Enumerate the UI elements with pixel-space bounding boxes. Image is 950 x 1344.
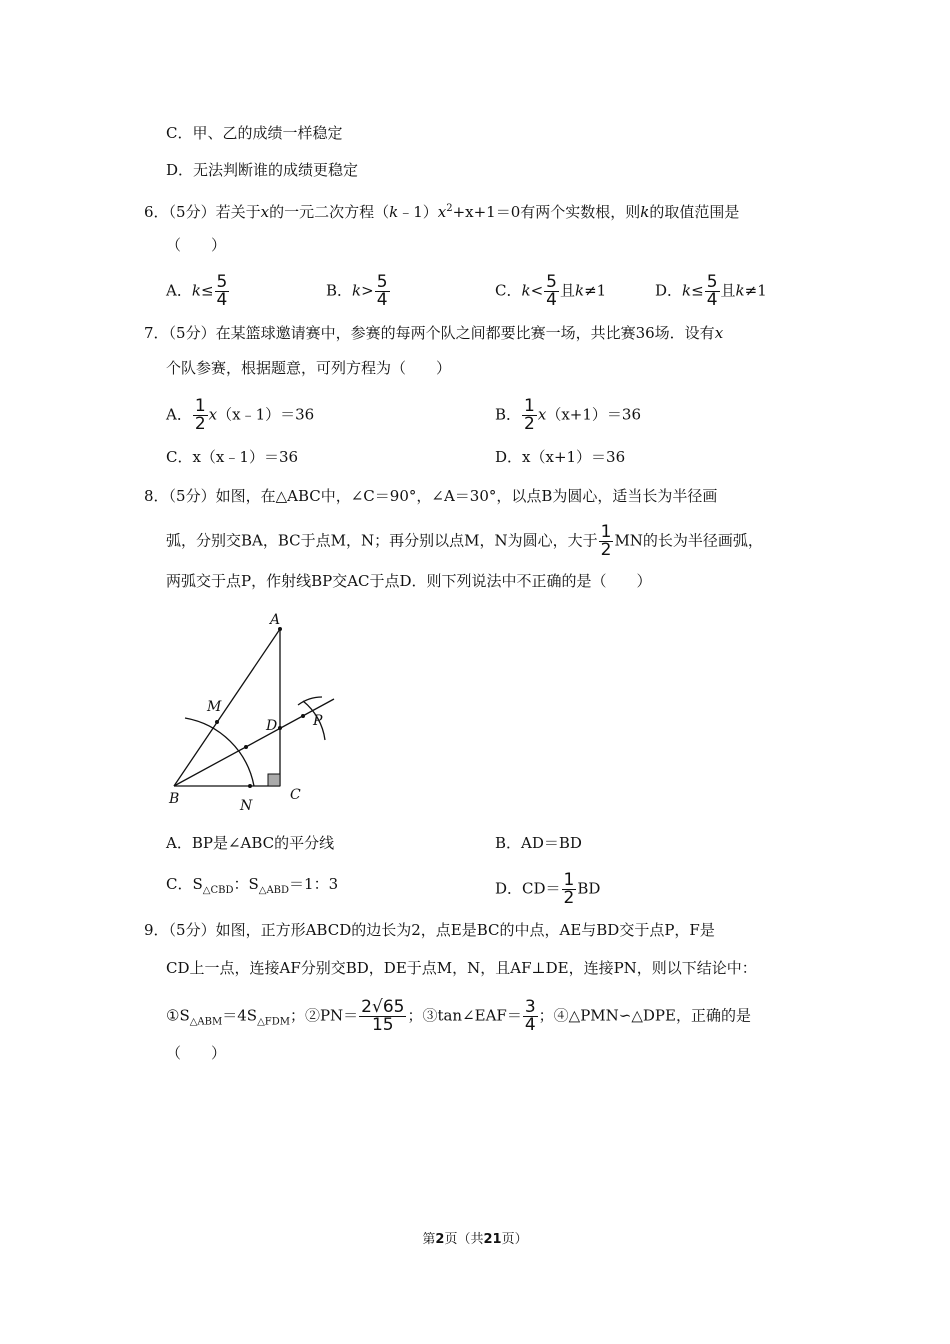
q8-triangle-figure [160, 605, 350, 815]
frac-den: 2 [600, 540, 612, 560]
q8-option-d [495, 872, 600, 907]
fraction-5-4 [375, 274, 390, 309]
frac-num: 5 [546, 272, 557, 292]
conjunction: 且 [559, 281, 575, 300]
q6-stem [144, 198, 739, 223]
operator: ≤ [691, 281, 704, 300]
point-M [215, 720, 219, 724]
option-text: D．CD＝ [495, 879, 561, 898]
var-k: k [191, 281, 201, 300]
q8-option-c [166, 873, 338, 902]
q7-option-d: D．x（x+1）＝36 [495, 448, 626, 466]
operator: > [361, 281, 374, 300]
option-label: D． [655, 281, 683, 300]
label-C: C [290, 787, 301, 803]
q8-option-b: B．AD＝BD [495, 834, 582, 852]
fraction-1-2 [522, 398, 537, 433]
q9-score: （5分） [168, 921, 216, 939]
q9-number: 9． [144, 921, 169, 939]
operator: < [530, 281, 544, 300]
fraction-1-2 [193, 398, 208, 433]
option-text: （x﹣1）＝36 [217, 405, 315, 424]
conclusion-text: ；②PN＝ [289, 1006, 359, 1025]
var-k: k [640, 203, 650, 221]
q8-score: （5分） [168, 487, 216, 505]
frac-num: 1 [524, 396, 535, 416]
q6-option-b [326, 274, 391, 309]
q9-conclusions [166, 999, 751, 1034]
q6-stem-text: 的一元二次方程（ [269, 203, 390, 221]
right-angle-mark [268, 774, 280, 786]
label-D: D [266, 718, 278, 734]
option-label: A． [166, 281, 192, 300]
q7-stem-text: 在某篮球邀请赛中，参赛的每两个队之间都要比赛一场，共比赛36场．设有 [215, 324, 715, 342]
label-B: B [169, 791, 180, 807]
option-text: （x+1）＝36 [546, 405, 641, 424]
total-pages: 21 [483, 1232, 502, 1247]
q7-option-c: C．x（x﹣1）＝36 [166, 448, 299, 466]
label-P: P [313, 713, 323, 729]
frac-den: 2 [194, 414, 206, 434]
var-k: k [575, 281, 585, 300]
var-k: k [352, 281, 362, 300]
q6-option-a [166, 274, 230, 309]
q8-stem-2 [166, 524, 763, 559]
q9-stem-2: CD上一点，连接AF分别交BD，DE于点M，N，且AF⊥DE，连接PN，则以下结论中： [166, 959, 757, 977]
point-D [278, 726, 282, 730]
point-N [248, 784, 252, 788]
option-text: ：S [233, 875, 259, 893]
point-P [301, 714, 305, 718]
operator: ≤ [200, 281, 214, 300]
conclusion-text: ＝4S [222, 1006, 258, 1025]
label-A: A [270, 612, 281, 628]
fraction-5-4 [544, 274, 559, 309]
footer-text: 页） [501, 1232, 528, 1247]
q7-score: （5分） [168, 324, 216, 342]
fraction-3-4 [523, 999, 538, 1034]
option-label: B． [495, 405, 522, 424]
subscript: △FDM [257, 1016, 290, 1028]
q5-option-d: D．无法判断谁的成绩更稳定 [166, 161, 359, 179]
var-x: x [260, 203, 270, 221]
q8-number: 8． [144, 487, 169, 505]
option-text: ＝1：3 [289, 875, 339, 893]
var-x: x [208, 405, 218, 424]
option-text: BD [577, 879, 601, 898]
frac-num: 1 [563, 870, 575, 890]
q8-stem-3: 两弧交于点P，作射线BP交AC于点D．则下列说法中不正确的是（ ） [166, 572, 652, 590]
subscript: △CBD [202, 885, 234, 896]
fraction-5-4 [705, 274, 720, 309]
q6-stem-text: +x+1＝0有两个实数根，则 [452, 203, 641, 221]
q8-stem-text: 如图，在△ABC中，∠C＝90°，∠A＝30°，以点B为圆心，适当长为半径画 [215, 487, 718, 505]
exponent: 2 [446, 203, 453, 214]
frac-den: 2 [524, 414, 535, 434]
q6-option-c [495, 274, 606, 309]
q6-stem-text: ﹣1） [398, 203, 438, 221]
var-k: k [521, 281, 531, 300]
frac-num: 5 [376, 272, 388, 292]
arc-MN [185, 718, 254, 786]
q7-option-b [495, 398, 641, 433]
q9-stem-1 [144, 919, 715, 941]
q7-stem-2: 个队参赛，根据题意，可列方程为（ ） [166, 359, 452, 377]
q5-option-c: C．甲、乙的成绩一样稳定 [166, 124, 343, 142]
frac-num: 1 [194, 396, 206, 416]
segment-BA [174, 629, 280, 786]
footer-text: 页（共 [444, 1232, 484, 1247]
q9-stem-text: 如图，正方形ABCD的边长为2，点E是BC的中点，AE与BD交于点P，F是 [215, 921, 715, 939]
conclusion-text: ；③tan∠EAF＝ [407, 1006, 522, 1025]
arc-from-M [298, 697, 322, 705]
q8-stem-1 [144, 485, 717, 507]
fraction-2sqrt65-15 [359, 999, 406, 1034]
point-arc-intersection [244, 745, 248, 749]
q7-option-a [166, 398, 314, 433]
label-N: N [240, 798, 253, 814]
label-M: M [207, 699, 222, 715]
option-text: C．S [166, 875, 203, 893]
fraction-1-2 [599, 524, 614, 559]
q6-option-d [655, 274, 767, 309]
subscript: △ABM [189, 1016, 223, 1028]
frac-den: 2 [563, 888, 575, 908]
frac-den: 4 [706, 290, 718, 310]
q8-stem-text: 弧，分别交BA，BC于点M，N；再分别以点M，N为圆心，大于 [166, 531, 598, 550]
operator: ≠1 [744, 281, 767, 300]
var-k: k [735, 281, 745, 300]
page-number: 2 [435, 1232, 445, 1247]
q6-number: 6． [144, 203, 169, 221]
fraction-5-4 [215, 274, 230, 309]
frac-num: 2√65 [361, 997, 405, 1017]
var-k: k [682, 281, 692, 300]
frac-den: 4 [216, 290, 228, 310]
q9-blank: （ ） [166, 1044, 227, 1062]
frac-den: 4 [546, 290, 557, 310]
ray-BP [174, 699, 334, 786]
var-x: x [537, 405, 547, 424]
footer-text: 第 [422, 1232, 436, 1247]
var-k: k [389, 203, 399, 221]
frac-den: 4 [524, 1015, 536, 1035]
conjunction: 且 [720, 281, 736, 300]
frac-den: 4 [376, 290, 388, 310]
q8-option-a: A．BP是∠ABC的平分线 [166, 834, 335, 852]
option-label: A． [166, 405, 192, 424]
q7-number: 7． [144, 324, 169, 342]
q6-blank: （ ） [166, 236, 227, 254]
var-x: x [714, 324, 724, 342]
frac-num: 5 [706, 272, 718, 292]
q8-stem-text: MN的长为半径画弧， [614, 531, 763, 550]
option-label: B． [326, 281, 353, 300]
frac-num: 5 [216, 272, 228, 292]
conclusion-text: ①S [166, 1006, 190, 1025]
option-label: C． [495, 281, 522, 300]
q6-stem-text: 若关于 [215, 203, 261, 221]
fraction-1-2 [562, 872, 577, 907]
frac-num: 1 [600, 522, 612, 542]
q6-stem-text: 的取值范围是 [649, 203, 740, 221]
q7-stem [144, 322, 723, 344]
operator: ≠1 [584, 281, 607, 300]
q6-score: （5分） [168, 203, 216, 221]
conclusion-text: ；④△PMN∽△DPE，正确的是 [538, 1006, 751, 1025]
page-footer [0, 1228, 950, 1247]
frac-den: 15 [371, 1015, 394, 1035]
frac-num: 3 [524, 997, 536, 1017]
var-x: x [437, 203, 447, 221]
subscript: △ABD [258, 885, 290, 896]
